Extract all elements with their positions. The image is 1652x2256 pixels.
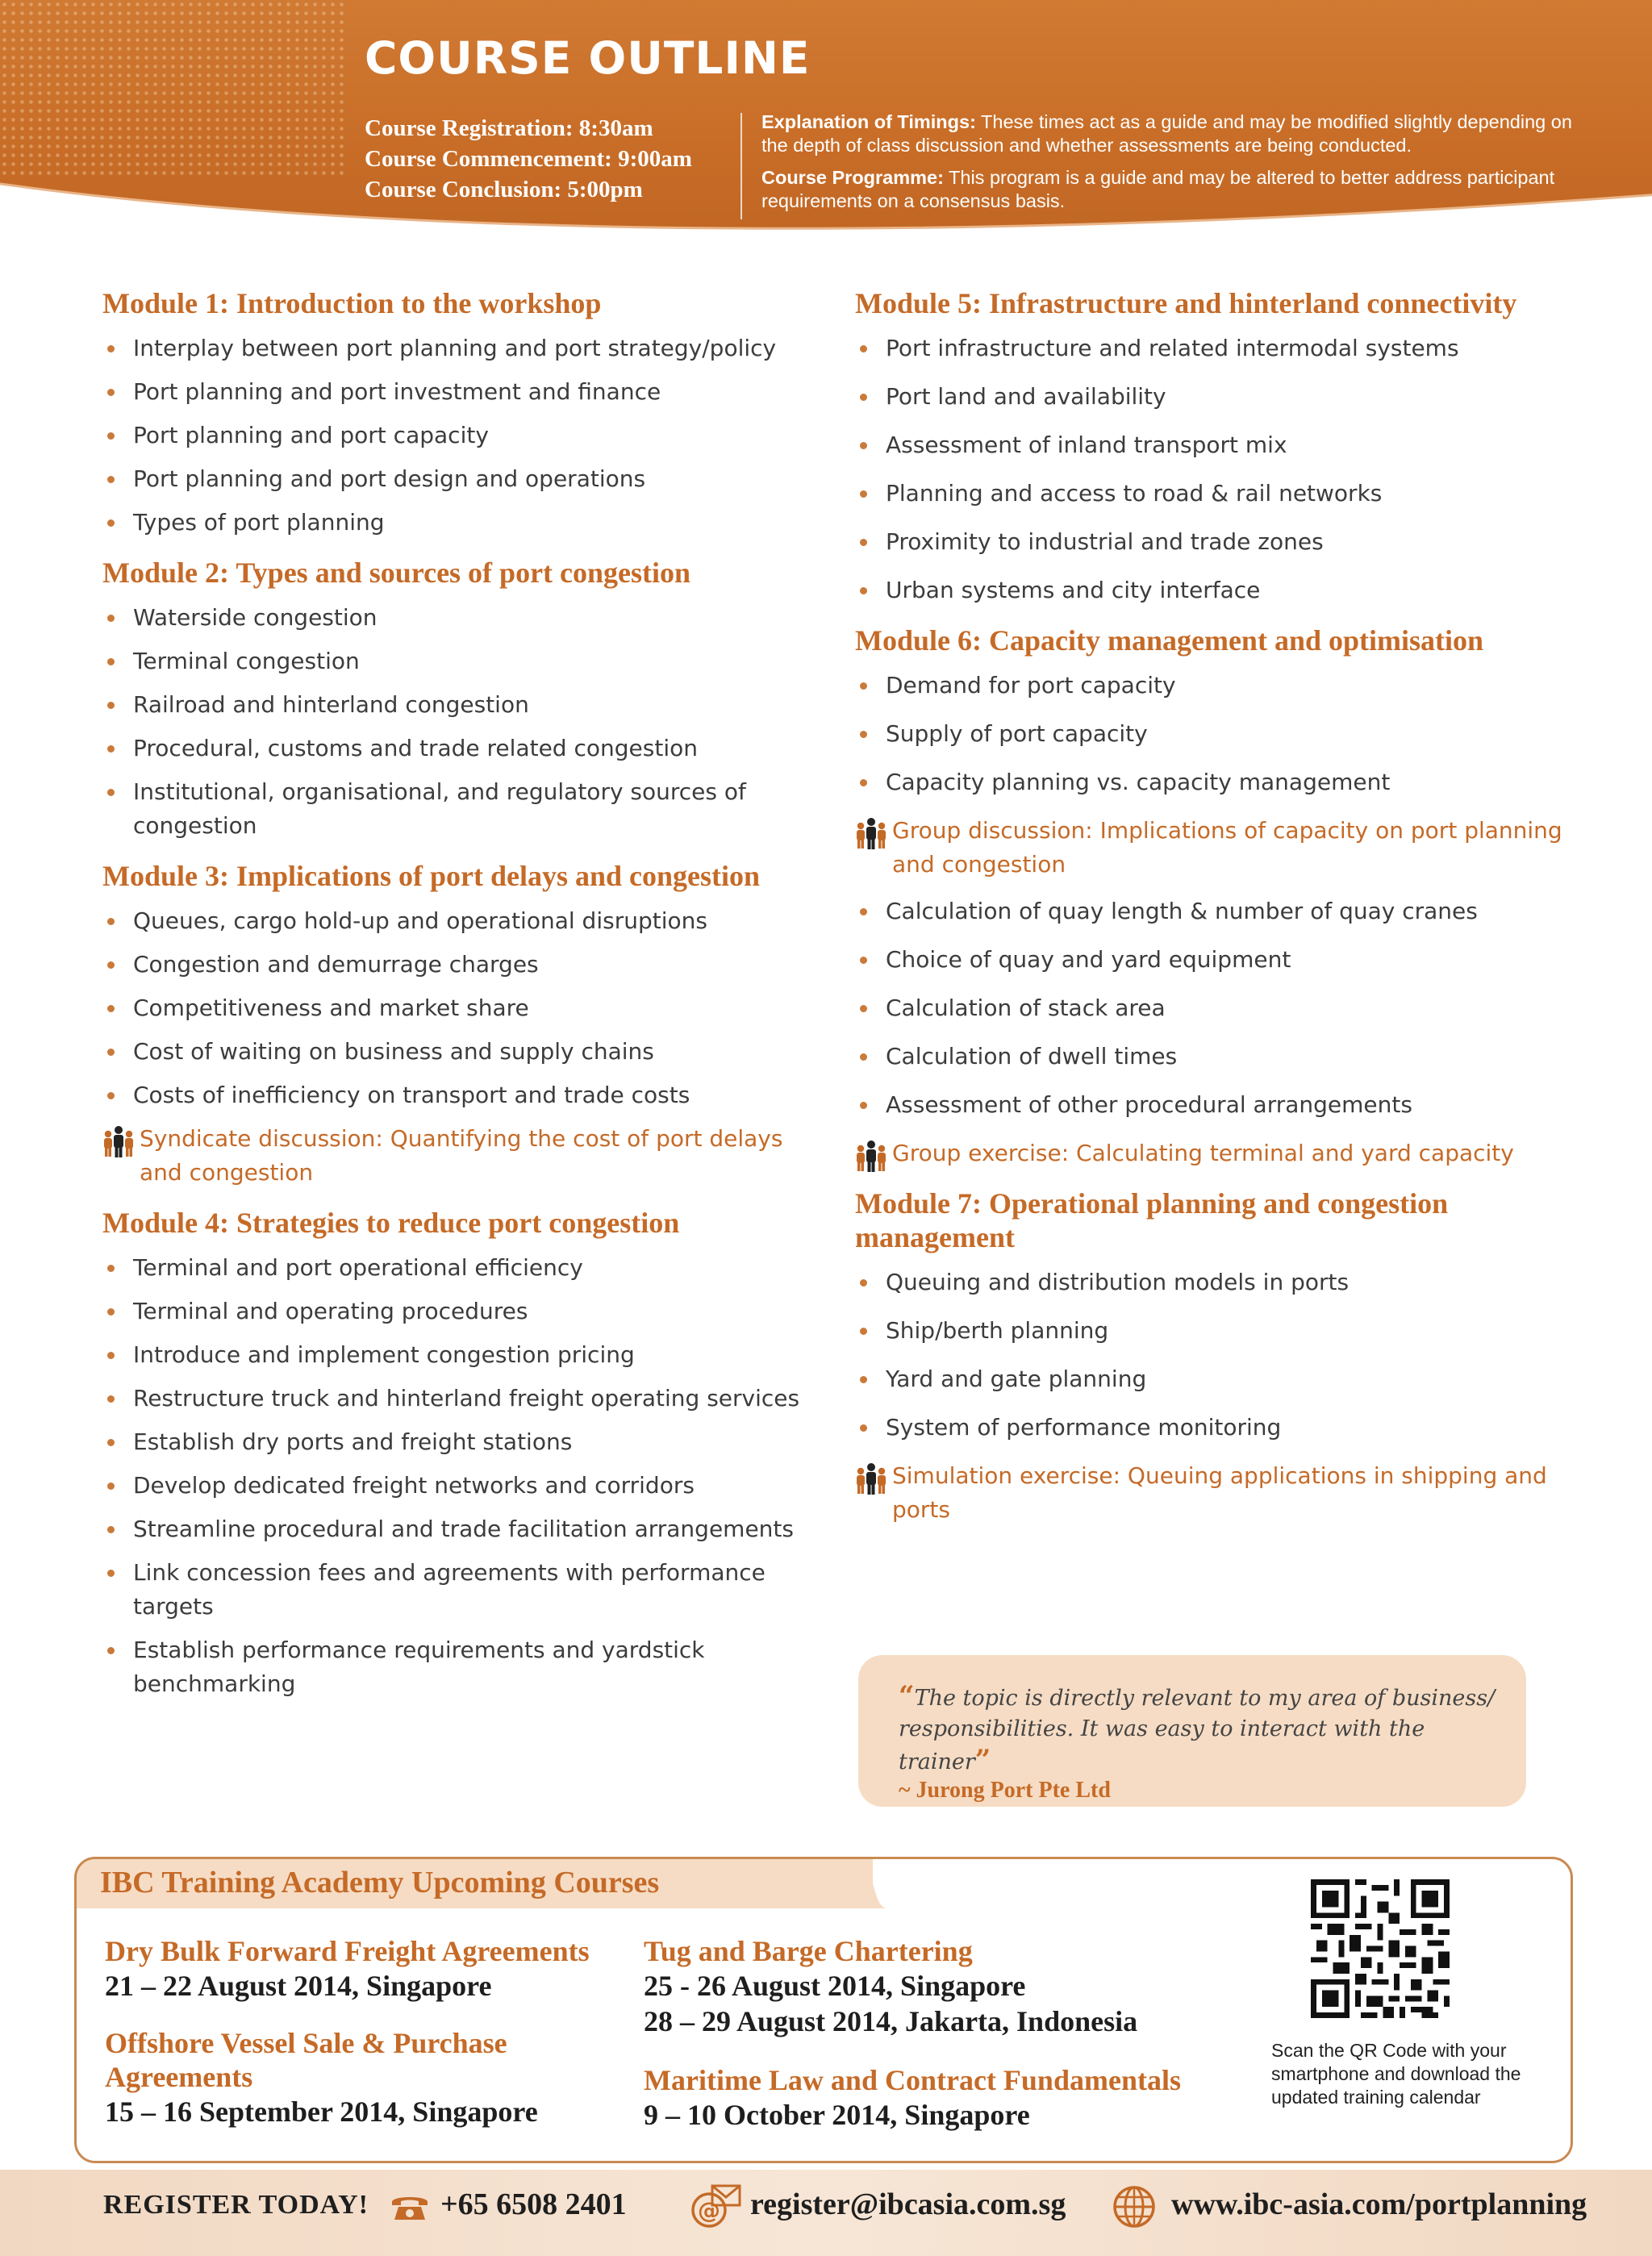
explanation-label: Explanation of Timings: (761, 111, 976, 132)
list-item: Procedural, customs and trade related congestion (102, 732, 820, 765)
list-item: Port land and availability (855, 380, 1565, 414)
list-item: Supply of port capacity (855, 717, 1565, 751)
module-3-title: Module 3: Implications of port delays and congestion (102, 860, 761, 892)
list-item: Waterside congestion (102, 601, 820, 635)
module-2-title: Module 2: Types and sources of port congestion (102, 557, 691, 589)
list-item: Link concession fees and agreements with performance targets (102, 1556, 820, 1624)
module-1 (102, 286, 820, 540)
list-item: Streamline procedural and trade facilitation arrangements (102, 1512, 820, 1546)
list-item: Capacity planning vs. capacity management (855, 765, 1565, 799)
course-date: 9 – 10 October 2014, Singapore (644, 2099, 1030, 2131)
module-1-items (102, 332, 820, 540)
list-item: Queuing and distribution models in ports (855, 1266, 1565, 1299)
left-column (102, 286, 820, 1717)
timing-registration: Course Registration: 8:30am (365, 115, 653, 141)
testimonial-box (858, 1655, 1526, 1807)
module-6-activity-a (855, 814, 1565, 882)
list-item: Congestion and demurrage charges (102, 948, 820, 982)
testimonial-quote (899, 1681, 1512, 1778)
module-3-activity (102, 1122, 820, 1190)
list-item: Establish performance requirements and yardstick benchmarking (102, 1633, 820, 1701)
list-item: Competitiveness and market share (102, 991, 820, 1025)
list-item: Interplay between port planning and port strategy/policy (102, 332, 820, 365)
list-item: Cost of waiting on business and supply chains (102, 1035, 820, 1069)
timing-commencement: Course Commencement: 9:00am (365, 146, 692, 172)
module-5 (855, 286, 1565, 607)
list-item: Costs of inefficiency on transport and trade costs (102, 1078, 820, 1112)
course-dry-bulk[interactable] (105, 1934, 637, 2004)
right-column (855, 286, 1565, 1543)
list-item: Restructure truck and hinterland freight operating services (102, 1382, 820, 1416)
activity-text: Group exercise: Calculating terminal and yard capacity (892, 1140, 1514, 1166)
list-item: Queues, cargo hold-up and operational disruptions (102, 904, 820, 938)
email-icon (690, 2183, 743, 2229)
module-6-items-a (855, 669, 1565, 799)
list-item: Terminal and port operational efficiency (102, 1251, 820, 1285)
list-item: Assessment of other procedural arrangements (855, 1088, 1565, 1122)
explanation-of-timings (761, 111, 1584, 157)
course-programme-note (761, 166, 1584, 213)
group-people-icon (855, 1140, 887, 1174)
activity-text: Syndicate discussion: Quantifying the cost of port delays and congestion (140, 1125, 783, 1186)
course-name: Dry Bulk Forward Freight Agreements (105, 1935, 590, 1967)
list-item: Introduce and implement congestion pricing (102, 1338, 820, 1372)
module-4-title: Module 4: Strategies to reduce port congestion (102, 1207, 680, 1239)
course-date: 28 – 29 August 2014, Jakarta, Indonesia (644, 2005, 1138, 2037)
list-item: Develop dedicated freight networks and corridors (102, 1469, 820, 1503)
course-maritime-law[interactable] (644, 2063, 1241, 2133)
explanation-text: These times act as a guide and may be modified slightly depending on the depth of class discussion and whether assessments are being conducted. (761, 111, 1572, 156)
list-item: Port planning and port investment and finance (102, 375, 820, 409)
list-item: Proximity to industrial and trade zones (855, 525, 1565, 559)
list-item: Institutional, organisational, and regulatory sources of congestion (102, 775, 820, 843)
module-6-title: Module 6: Capacity management and optimisation (855, 624, 1484, 657)
list-item: Terminal congestion (102, 644, 820, 678)
module-2 (102, 556, 820, 843)
module-1-title: Module 1: Introduction to the workshop (102, 287, 602, 319)
list-item: Calculation of stack area (855, 991, 1565, 1025)
module-7-items (855, 1266, 1565, 1445)
list-item: Establish dry ports and freight stations (102, 1425, 820, 1459)
module-3-items (102, 904, 820, 1112)
list-item: System of performance monitoring (855, 1411, 1565, 1445)
module-7 (855, 1186, 1565, 1527)
list-item: Planning and access to road & rail networks (855, 477, 1565, 511)
course-tug-barge[interactable] (644, 1934, 1224, 2039)
activity-text: Simulation exercise: Queuing applications in shipping and ports (892, 1462, 1547, 1523)
list-item: Terminal and operating procedures (102, 1295, 820, 1328)
list-item: Types of port planning (102, 506, 820, 540)
activity-text: Group discussion: Implications of capacity on port planning and congestion (892, 817, 1562, 878)
phone-number[interactable]: +65 6508 2401 (440, 2187, 627, 2221)
open-quote-mark: “ (899, 1680, 915, 1712)
close-quote-mark: ” (974, 1744, 991, 1776)
header-divider (740, 113, 742, 219)
header-banner (0, 0, 1652, 242)
list-item: Calculation of quay length & number of quay cranes (855, 894, 1565, 928)
module-7-activity (855, 1459, 1565, 1527)
list-item: Yard and gate planning (855, 1362, 1565, 1396)
list-item: Demand for port capacity (855, 669, 1565, 703)
course-date: 21 – 22 August 2014, Singapore (105, 1970, 492, 2002)
qr-caption: Scan the QR Code with your smartphone and download the updated training calendar (1271, 2040, 1521, 2108)
email-link[interactable]: register@ibcasia.com.sg (750, 2187, 1066, 2221)
list-item: Port planning and port design and operations (102, 462, 820, 496)
programme-text: This program is a guide and may be altered to better address participant requirements on a consensus basis. (761, 167, 1555, 211)
qr-code-icon[interactable] (1311, 1879, 1450, 2018)
course-date: 15 – 16 September 2014, Singapore (105, 2095, 538, 2128)
course-name: Tug and Barge Chartering (644, 1935, 973, 1967)
course-timings (365, 113, 692, 205)
page-title: COURSE OUTLINE (365, 32, 811, 84)
list-item: Calculation of dwell times (855, 1040, 1565, 1074)
svg-text:@: @ (698, 2197, 720, 2224)
module-5-items (855, 332, 1565, 607)
list-item: Railroad and hinterland congestion (102, 688, 820, 722)
group-people-icon (855, 817, 887, 851)
module-6-activity-b (855, 1136, 1565, 1170)
module-2-items (102, 601, 820, 843)
list-item: Port planning and port capacity (102, 419, 820, 452)
course-date: 25 - 26 August 2014, Singapore (644, 1970, 1026, 2002)
programme-label: Course Programme: (761, 167, 944, 188)
course-name: Maritime Law and Contract Fundamentals (644, 2064, 1181, 2096)
group-people-icon (102, 1125, 135, 1159)
module-6-items-b (855, 894, 1565, 1122)
globe-icon (1112, 2184, 1157, 2229)
testimonial-text: The topic is directly relevant to my area of business/ responsibilities. It was easy to interact with the trainer (899, 1686, 1496, 1774)
testimonial-author: ~ Jurong Port Pte Ltd (899, 1778, 1111, 1803)
list-item: Urban systems and city interface (855, 573, 1565, 607)
timing-conclusion: Course Conclusion: 5:00pm (365, 177, 643, 202)
module-4-items (102, 1251, 820, 1701)
timing-explanation (761, 111, 1584, 222)
phone-icon (389, 2191, 431, 2223)
list-item: Port infrastructure and related intermodal systems (855, 332, 1565, 365)
module-5-title: Module 5: Infrastructure and hinterland connectivity (855, 287, 1517, 319)
module-4 (102, 1206, 820, 1701)
register-today-label: REGISTER TODAY! (103, 2190, 369, 2220)
module-7-title: Module 7: Operational planning and congestion management (855, 1187, 1449, 1253)
list-item: Choice of quay and yard equipment (855, 943, 1565, 977)
group-people-icon (855, 1462, 887, 1496)
list-item: Ship/berth planning (855, 1314, 1565, 1348)
module-3 (102, 859, 820, 1190)
course-name: Offshore Vessel Sale & Purchase Agreements (105, 2027, 507, 2093)
course-offshore-vessel[interactable] (105, 2026, 621, 2129)
list-item: Assessment of inland transport mix (855, 428, 1565, 462)
website-link[interactable]: www.ibc-asia.com/portplanning (1171, 2187, 1587, 2221)
module-6 (855, 623, 1565, 1170)
upcoming-courses-heading: IBC Training Academy Upcoming Courses (100, 1866, 660, 1899)
